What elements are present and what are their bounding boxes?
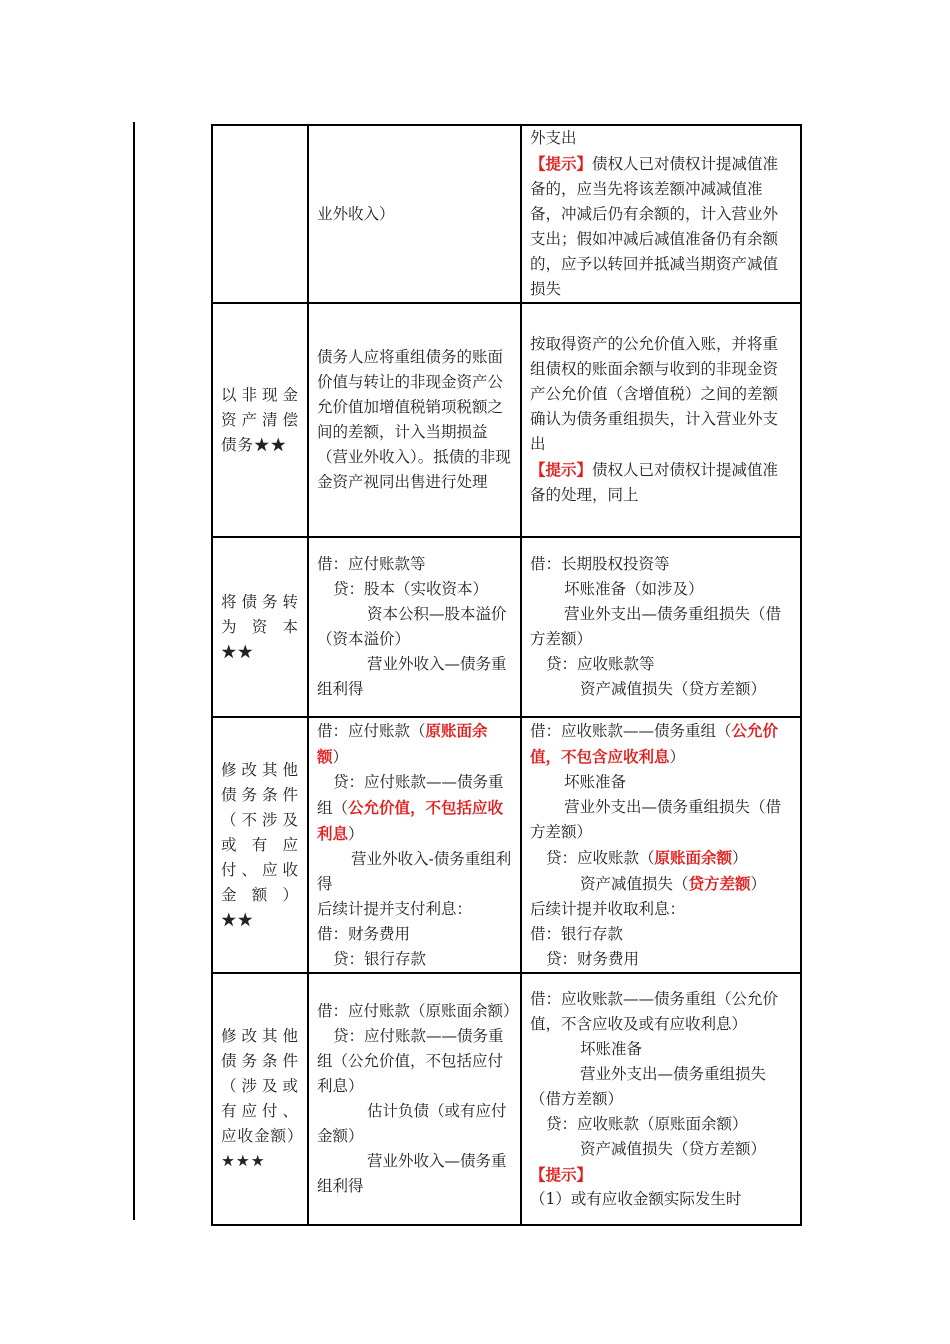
journal-line: 贷：应收账款（ [546,849,655,867]
journal-line: 后续计提并收取利息： [530,900,686,918]
debtor-cell [308,717,521,973]
debtor-text: 业外收入） [317,204,395,223]
journal-line: 营业外支出—债务重组损失（借方差额） [530,1064,767,1108]
journal-line: 借：长期股权投资等 [530,555,670,573]
row-label-cell [212,973,308,1225]
journal-line: 借：应收账款——债务重组（ [530,722,732,740]
creditor-cell [521,537,801,717]
journal-line: ） [732,849,748,867]
journal-line: 坏账准备 [564,773,627,791]
journal-line: 营业外支出—债务重组损失（借方差额） [530,605,782,648]
journal-line: 贷：应付账款——债务重组（公允价值，不包括应付利息） [317,1027,504,1095]
journal-line: 坏账准备（如涉及） [564,580,704,598]
journal-line: 借：应付账款等 [317,555,426,573]
table-row [212,717,801,973]
journal-line: 资产减值损失（ [580,875,689,893]
journal-line: 营业外收入-债务重组利得 [317,850,512,893]
journal-line: 资本公积—股本溢价（资本溢价） [317,605,507,648]
journal-line: 后续计提并支付利息： [317,900,473,918]
journal-line: 贷：股本（实收资本） [333,580,489,598]
debt-restructuring-table [211,124,802,1226]
highlight-text: 原账面余额 [317,721,488,766]
journal-line: 资产减值损失（贷方差额） [580,1139,767,1158]
debtor-cell [308,303,521,537]
journal-line: 营业外收入—债务重组利得 [317,655,507,698]
tip-text: 债权人已对债权计提减值准备的，应当先将该差额冲减减值准备，冲减后仍有余额的，计入营业外支出；假如冲减后减值准备仍有余额的，应予以转回并抵减当期资产减值损失 [530,155,779,298]
row-label-cell: 以非现金资产清偿债务★★ [212,303,308,537]
journal-line: 借：应付账款（原账面余额） [317,1002,519,1020]
journal-line: 贷：财务费用 [546,950,640,968]
journal-line: 坏账准备 [580,1039,643,1058]
highlight-text: 贷方差额 [688,874,751,893]
creditor-text: 外支出 [530,129,577,147]
left-margin-rule [133,122,135,1220]
journal-line: 估计负债（或有应付金额） [317,1102,507,1145]
journal-line: ） [348,825,364,843]
journal-line: ） [332,748,349,766]
tip-text: 债权人已对债权计提减值准备的处理，同上 [530,461,779,504]
journal-line: 借：应收账款——债务重组（公允价值，不含应收及或有应收利息） [530,989,779,1033]
debtor-cell [308,537,521,717]
creditor-cell [521,973,801,1225]
journal-line: ） [669,748,686,766]
tip-label: 【提示】 [530,1164,593,1184]
row-label: 修改其他债务条件（涉及或有应付、应收金额） [221,1027,304,1145]
journal-line: 贷：应付账款——债务重组（ [317,773,504,817]
debtor-text: 债务人应将重组债务的账面价值与转让的非现金资产公允价值加增值税销项税额之间的差额，计入当期损益（营业外收入）。抵债的非现金资产视同出售进行处理 [317,348,511,491]
table-row [212,537,801,717]
highlight-text: 公允价值，不包含应收利息 [530,721,779,766]
creditor-text: 按取得资产的公允价值入账，并将重组债权的账面余额与收到的非现金资产公允价值（含增值税）之间的差额确认为债务重组损失，计入营业外支出 [530,335,779,453]
creditor-cell [521,125,801,303]
journal-line: 营业外支出—债务重组损失（借方差额） [530,798,782,841]
journal-line: 贷：应收账款等 [546,655,655,673]
debtor-cell [308,125,521,303]
journal-line: 营业外收入—债务重组利得 [317,1152,507,1195]
table-row [212,125,801,303]
highlight-text: 公允价值，不包括应收利息 [317,798,504,843]
journal-line: 贷：应收账款（原账面余额） [546,1114,748,1133]
tip-label: 【提示】 [530,154,593,173]
debtor-cell [308,973,521,1225]
creditor-cell [521,303,801,537]
journal-line: 借：银行存款 [530,925,624,943]
row-label-cell: 将债务转为资本★★ [212,537,308,717]
row-label-cell [212,125,308,303]
journal-line: （1）或有应收金额实际发生时 [530,1189,742,1208]
creditor-cell [521,717,801,973]
journal-line: 贷：银行存款 [333,950,427,968]
journal-line: 借：财务费用 [317,925,411,943]
journal-line: 借：应付账款（ [317,722,426,740]
table-row [212,303,801,537]
row-label-cell: 修改其他债务条件（不涉及或有应付、应收金额）★★ [212,717,308,973]
tip-label: 【提示】 [530,460,593,479]
highlight-text: 原账面余额 [654,848,733,867]
star-rating: ★★★ [221,1152,266,1170]
table-row [212,973,801,1225]
journal-line: 资产减值损失（贷方差额） [580,680,767,698]
journal-line: ） [750,875,767,893]
